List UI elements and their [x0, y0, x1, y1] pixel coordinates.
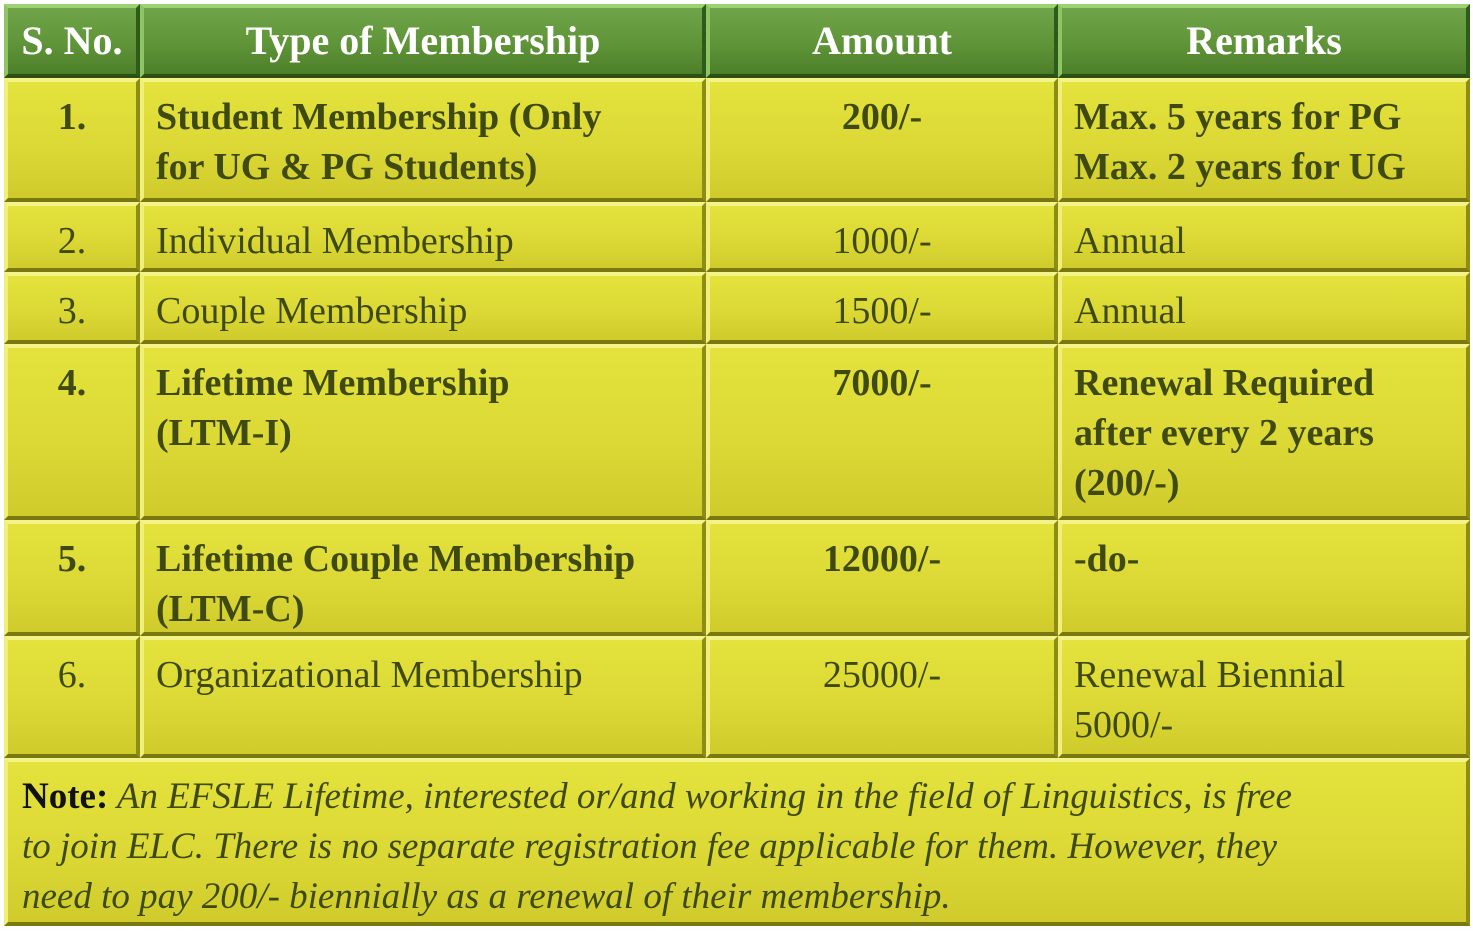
row4-sno: 4.: [4, 344, 140, 520]
row4-type-line2: (LTM-I): [156, 412, 292, 454]
note-text-3: need to pay 200/- biennially as a renewal of their membership.: [22, 876, 951, 917]
row3-type-line1: Couple Membership: [156, 290, 468, 332]
row2-sno: 2.: [4, 202, 140, 272]
note-text-2: to join ELC. There is no separate registration fee applicable for them. However, they: [22, 826, 1278, 867]
row1-amount: 200/-: [706, 78, 1058, 202]
row3-sno: 3.: [4, 272, 140, 344]
row6-type-line1: Organizational Membership: [156, 654, 583, 696]
row4-type: [140, 344, 706, 520]
row6-remarks-line1: Renewal Biennial: [1074, 654, 1346, 696]
row6-amount: 25000/-: [706, 636, 1058, 758]
header-amount: Amount: [706, 4, 1058, 78]
row1-sno: 1.: [4, 78, 140, 202]
row4-type-line1: Lifetime Membership: [156, 362, 510, 404]
row6-remarks: [1058, 636, 1470, 758]
row4-remarks-line2: after every 2 years: [1074, 412, 1374, 454]
row2-amount: 1000/-: [706, 202, 1058, 272]
row2-type-line1: Individual Membership: [156, 220, 514, 262]
row5-type-line1: Lifetime Couple Membership: [156, 538, 636, 580]
row5-sno: 5.: [4, 520, 140, 636]
row2-remarks: [1058, 202, 1470, 272]
row4-remarks-line1: Renewal Required: [1074, 362, 1375, 404]
header-remarks: Remarks: [1058, 4, 1470, 78]
header-type: Type of Membership: [140, 4, 706, 78]
row1-remarks: [1058, 78, 1470, 202]
row2-remarks-line1: Annual: [1074, 220, 1186, 262]
row1-type-line1: Student Membership (Only: [156, 96, 602, 138]
note-label: Note:: [22, 776, 109, 817]
row1-remarks-line1: Max. 5 years for PG: [1074, 96, 1402, 138]
row5-remarks-line1: -do-: [1074, 538, 1140, 580]
row5-amount: 12000/-: [706, 520, 1058, 636]
row6-type: [140, 636, 706, 758]
header-sno: S. No.: [4, 4, 140, 78]
row3-type: [140, 272, 706, 344]
row4-amount: 7000/-: [706, 344, 1058, 520]
row2-type: [140, 202, 706, 272]
note-line1: [22, 772, 1452, 822]
row5-type: [140, 520, 706, 636]
row6-remarks-line2: 5000/-: [1074, 704, 1174, 746]
row5-remarks: [1058, 520, 1470, 636]
row1-type-line2: for UG & PG Students): [156, 146, 538, 188]
row5-type-line2: (LTM-C): [156, 588, 305, 630]
note-block: [4, 758, 1470, 926]
row1-type: [140, 78, 706, 202]
row4-remarks: [1058, 344, 1470, 520]
row4-remarks-line3: (200/-): [1074, 462, 1180, 504]
membership-table: [4, 4, 1470, 926]
row1-remarks-line2: Max. 2 years for UG: [1074, 146, 1406, 188]
row3-remarks: [1058, 272, 1470, 344]
row3-remarks-line1: Annual: [1074, 290, 1186, 332]
row3-amount: 1500/-: [706, 272, 1058, 344]
note-text-1: An EFSLE Lifetime, interested or/and working in the field of Linguistics, is free: [108, 776, 1292, 817]
row6-sno: 6.: [4, 636, 140, 758]
